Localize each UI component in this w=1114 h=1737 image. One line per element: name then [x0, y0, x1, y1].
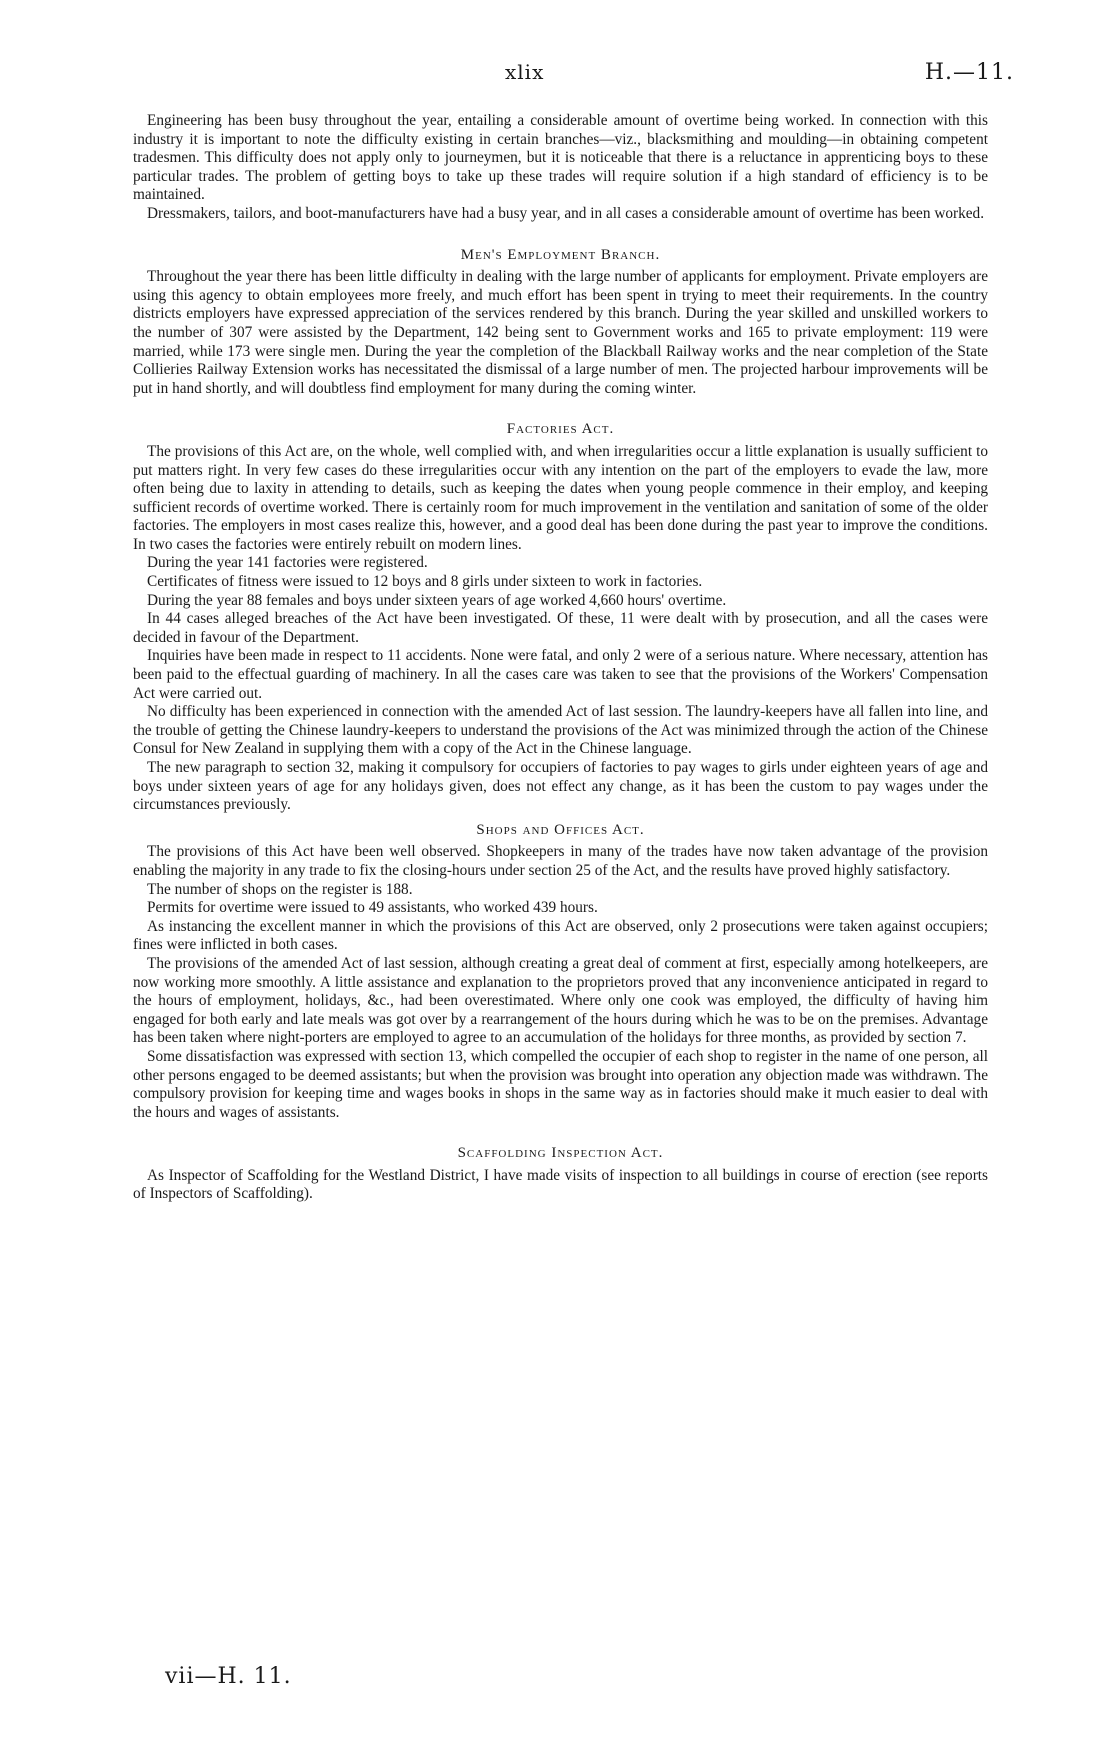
intro-section	[133, 112, 988, 224]
paragraph: During the year 88 females and boys under sixteen years of age worked 4,660 hours' overtime.	[147, 591, 727, 609]
scaffolding-act-section	[133, 1144, 988, 1204]
paragraph: Dressmakers, tailors, and boot-manufacturers have had a busy year, and in all cases a considerable amount of overtime has been worked.	[147, 204, 985, 222]
footer-signature: vii—H. 11.	[165, 1664, 292, 1689]
paragraph: The new paragraph to section 32, making it compulsory for occupiers of factories to pay wages to girls under eighteen years of age and boys under sixteen years of age for any holidays given, does not effect any change, as it has been the custom to pay wages under the circumstances previously.	[133, 759, 988, 814]
paragraph: The provisions of this Act have been well observed. Shopkeepers in many of the trades have now taken advantage of the provision enabling the majority in any trade to fix the closing-hours under section 25 of the Act, and the results have proved highly satisfactory.	[133, 843, 988, 879]
report-body	[133, 112, 988, 1204]
paragraph: No difficulty has been experienced in connection with the amended Act of last session. The laundry-keepers have all fallen into line, and the trouble of getting the Chinese laundry-keepers to understand the provisions of the Act was minimized through the action of the Chinese Consul for New Zealand in supplying them with a copy of the Act in the Chinese language.	[133, 703, 988, 758]
paragraph: Throughout the year there has been little difficulty in dealing with the large number of applicants for employment. Private employers are using this agency to obtain employees more freely, and much effort has been spent in trying to meet their requirements. In the country districts employers have expressed appreciation of the services rendered by this branch. During the year skilled and unskilled workers to the number of 307 were assisted by the Department, 142 being sent to Government works and 165 to private employment: 119 were married, while 173 were single men. During the year the completion of the Blackball Railway works and the near completion of the State Collieries Railway Extension works has necessitated the dismissal of a large number of men. The projected harbour improvements will be put in hand shortly, and will doubtless find employment for many during the coming winter.	[133, 268, 988, 397]
paragraph: In 44 cases alleged breaches of the Act have been investigated. Of these, 11 were dealt with by prosecution, and all the cases were decided in favour of the Department.	[133, 610, 988, 646]
paragraph: Some dissatisfaction was expressed with section 13, which compelled the occupier of each shop to register in the name of one person, all other persons engaged to be deemed assistants; but when the provision was brought into operation any objection made was withdrawn. The compulsory provision for keeping time and wages books in shops in the same way as in factories should make it much easier to deal with the hours and wages of assistants.	[133, 1047, 988, 1121]
section-heading: Scaffolding Inspection Act.	[457, 1145, 664, 1162]
page-header	[0, 60, 1114, 90]
mens-employment-section	[133, 246, 988, 399]
section-heading: Men's Employment Branch.	[460, 246, 661, 263]
paragraph: Engineering has been busy throughout the year, entailing a considerable amount of overtime being worked. In connection with this industry it is important to note the difficulty existing in certain branches—viz., blacksmithing and moulding—in obtaining competent tradesmen. This difficulty does not apply only to journeymen, but it is noticeable that there is a reluctance in apprenticing boys to these particular trades. The problem of getting boys to take up these trades will require solution if a high standard of efficiency is to be maintained.	[133, 112, 988, 204]
paragraph: The provisions of the amended Act of last session, although creating a great deal of comment at first, especially among hotelkeepers, are now working more smoothly. A little assistance and explanation to the proprietors proved that any inconvenience anticipated in regard to the hours of employment, holidays, &c., had been overestimated. Where only one cook was employed, the difficulty of having him engaged for both early and late meals was got over by a rearrangement of the hours during which he was to be on the premises. Advantage has been taken where night-porters are employed to agree to an accumulation of the holidays for three months, as provided by section 7.	[133, 954, 988, 1047]
section-heading: Factories Act.	[506, 421, 615, 438]
paragraph: Permits for overtime were issued to 49 assistants, who worked 439 hours.	[147, 899, 598, 917]
paragraph: During the year 141 factories were registered.	[147, 554, 428, 572]
paragraph: The number of shops on the register is 188.	[147, 880, 413, 898]
page-number: xlix	[505, 60, 545, 84]
paragraph: As Inspector of Scaffolding for the Westland District, I have made visits of inspection to all buildings in course of erection (see reports of Inspectors of Scaffolding).	[133, 1166, 988, 1203]
section-heading: Shops and Offices Act.	[476, 821, 645, 838]
paragraph: Inquiries have been made in respect to 11 accidents. None were fatal, and only 2 were of a serious nature. Where necessary, attention has been paid to the effectual guarding of machinery. In all the cases care was taken to see that the provisions of the Workers' Compensation Act were carried out.	[133, 647, 988, 702]
paragraph: The provisions of this Act are, on the whole, well complied with, and when irregularities occur a little explanation is usually sufficient to put matters right. In very few cases do these irregularities occur with any intention on the part of the employers to evade the law, more often being due to laxity in attending to details, such as keeping the dates when young people commence in their employ, and keeping sufficient records of overtime worked. There is certainly room for much improvement in the ventilation and sanitation of some of the older factories. The employers in most cases realize this, however, and a good deal has been done during the past year to improve the conditions. In two cases the factories were entirely rebuilt on modern lines.	[133, 442, 988, 553]
shops-offices-act-section	[133, 821, 988, 1123]
document-code: H.—11.	[924, 60, 1014, 85]
paragraph: As instancing the excellent manner in which the provisions of this Act are observed, only 2 prosecutions were taken against occupiers; fines were inflicted in both cases.	[133, 917, 988, 954]
factories-act-section	[133, 420, 988, 814]
paragraph: Certificates of fitness were issued to 12 boys and 8 girls under sixteen to work in factories.	[147, 573, 703, 591]
